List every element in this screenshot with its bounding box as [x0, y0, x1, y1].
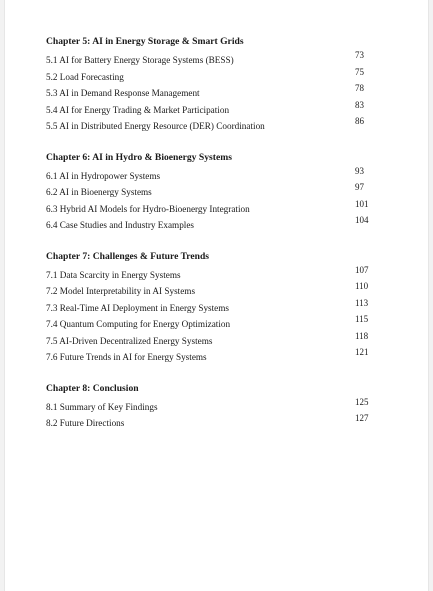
chapter-title: Chapter 5: AI in Energy Storage & Smart Grids: [46, 36, 244, 47]
toc-entry-label: 5.1 AI for Battery Energy Storage Systems (BESS): [46, 55, 234, 65]
toc-entry-page: 73: [355, 50, 364, 60]
toc-entry-page: 113: [355, 297, 369, 308]
toc-entry-label: 7.6 Future Trends in AI for Energy Systems: [46, 352, 207, 362]
toc-entry-page: 97: [355, 182, 364, 192]
toc-entry-label: 7.5 AI-Driven Decentralized Energy Systems: [46, 335, 213, 346]
toc-entry-label: 5.4 AI for Energy Trading & Market Participation: [46, 104, 230, 115]
toc-entry-page: 125: [355, 396, 369, 407]
toc-entry-label: 7.4 Quantum Computing for Energy Optimization: [46, 319, 231, 329]
chapter-7-section: [46, 251, 386, 366]
toc-entry-page: 104: [355, 215, 369, 225]
chapter-6-section: [46, 152, 386, 234]
toc-entry: [46, 297, 386, 317]
toc-entry-label: 7.3 Real-Time AI Deployment in Energy Systems: [46, 302, 229, 313]
toc-entry-label: 7.1 Data Scarcity in Energy Systems: [46, 269, 181, 280]
toc-entry-label: 6.4 Case Studies and Industry Examples: [46, 220, 195, 230]
toc-entry: [46, 66, 386, 86]
toc-entry: [46, 415, 386, 432]
document-page: [4, 0, 429, 591]
toc-entry-page: 115: [355, 314, 369, 324]
toc-entry-label: 5.2 Load Forecasting: [46, 71, 124, 82]
toc-entry: [46, 264, 386, 284]
toc-entry: [46, 198, 386, 218]
toc-entry-page: 83: [355, 99, 364, 110]
toc-entry: [46, 396, 386, 416]
toc-entry: [46, 184, 386, 201]
toc-entry: [46, 85, 386, 102]
toc-entry-label: 6.3 Hybrid AI Models for Hydro-Bioenergy Integration: [46, 203, 250, 214]
toc-entry-page: 118: [355, 330, 369, 341]
toc-entry: [46, 217, 386, 234]
toc-entry-page: 78: [355, 83, 364, 93]
toc-entry: [46, 316, 386, 333]
chapter-8-section: [46, 383, 386, 432]
toc-entry: [46, 52, 386, 69]
toc-entry-label: 5.3 AI in Demand Response Management: [46, 88, 200, 98]
toc-entry: [46, 330, 386, 350]
chapter-title: Chapter 7: Challenges & Future Trends: [46, 250, 210, 262]
toc-entry-page: 107: [355, 264, 369, 275]
toc-entry-label: 8.2 Future Directions: [46, 418, 125, 428]
toc-entry-label: 6.1 AI in Hydropower Systems: [46, 170, 161, 181]
toc-entry-page: 110: [355, 281, 369, 291]
toc-entry-page: 101: [355, 198, 369, 209]
toc-entry-label: 8.1 Summary of Key Findings: [46, 401, 158, 412]
table-of-contents: [46, 36, 386, 449]
toc-entry-page: 75: [355, 66, 364, 77]
toc-entry-label: 5.5 AI in Distributed Energy Resource (DER) Coordination: [46, 121, 265, 131]
chapter-title: Chapter 8: Conclusion: [46, 382, 139, 394]
toc-entry: [46, 118, 386, 135]
toc-entry-label: 7.2 Model Interpretability in AI Systems: [46, 286, 196, 296]
toc-entry: [46, 99, 386, 119]
chapter-title: Chapter 6: AI in Hydro & Bioenergy Systems: [46, 151, 232, 163]
toc-entry-label: 6.2 AI in Bioenergy Systems: [46, 187, 152, 197]
toc-entry-page: 127: [355, 413, 369, 423]
toc-entry-page: 86: [355, 116, 364, 126]
toc-entry: [46, 283, 386, 300]
toc-entry-page: 121: [355, 347, 369, 357]
chapter-5-section: [46, 36, 386, 135]
toc-entry: [46, 349, 386, 366]
toc-entry: [46, 165, 386, 185]
toc-entry-page: 93: [355, 165, 364, 176]
